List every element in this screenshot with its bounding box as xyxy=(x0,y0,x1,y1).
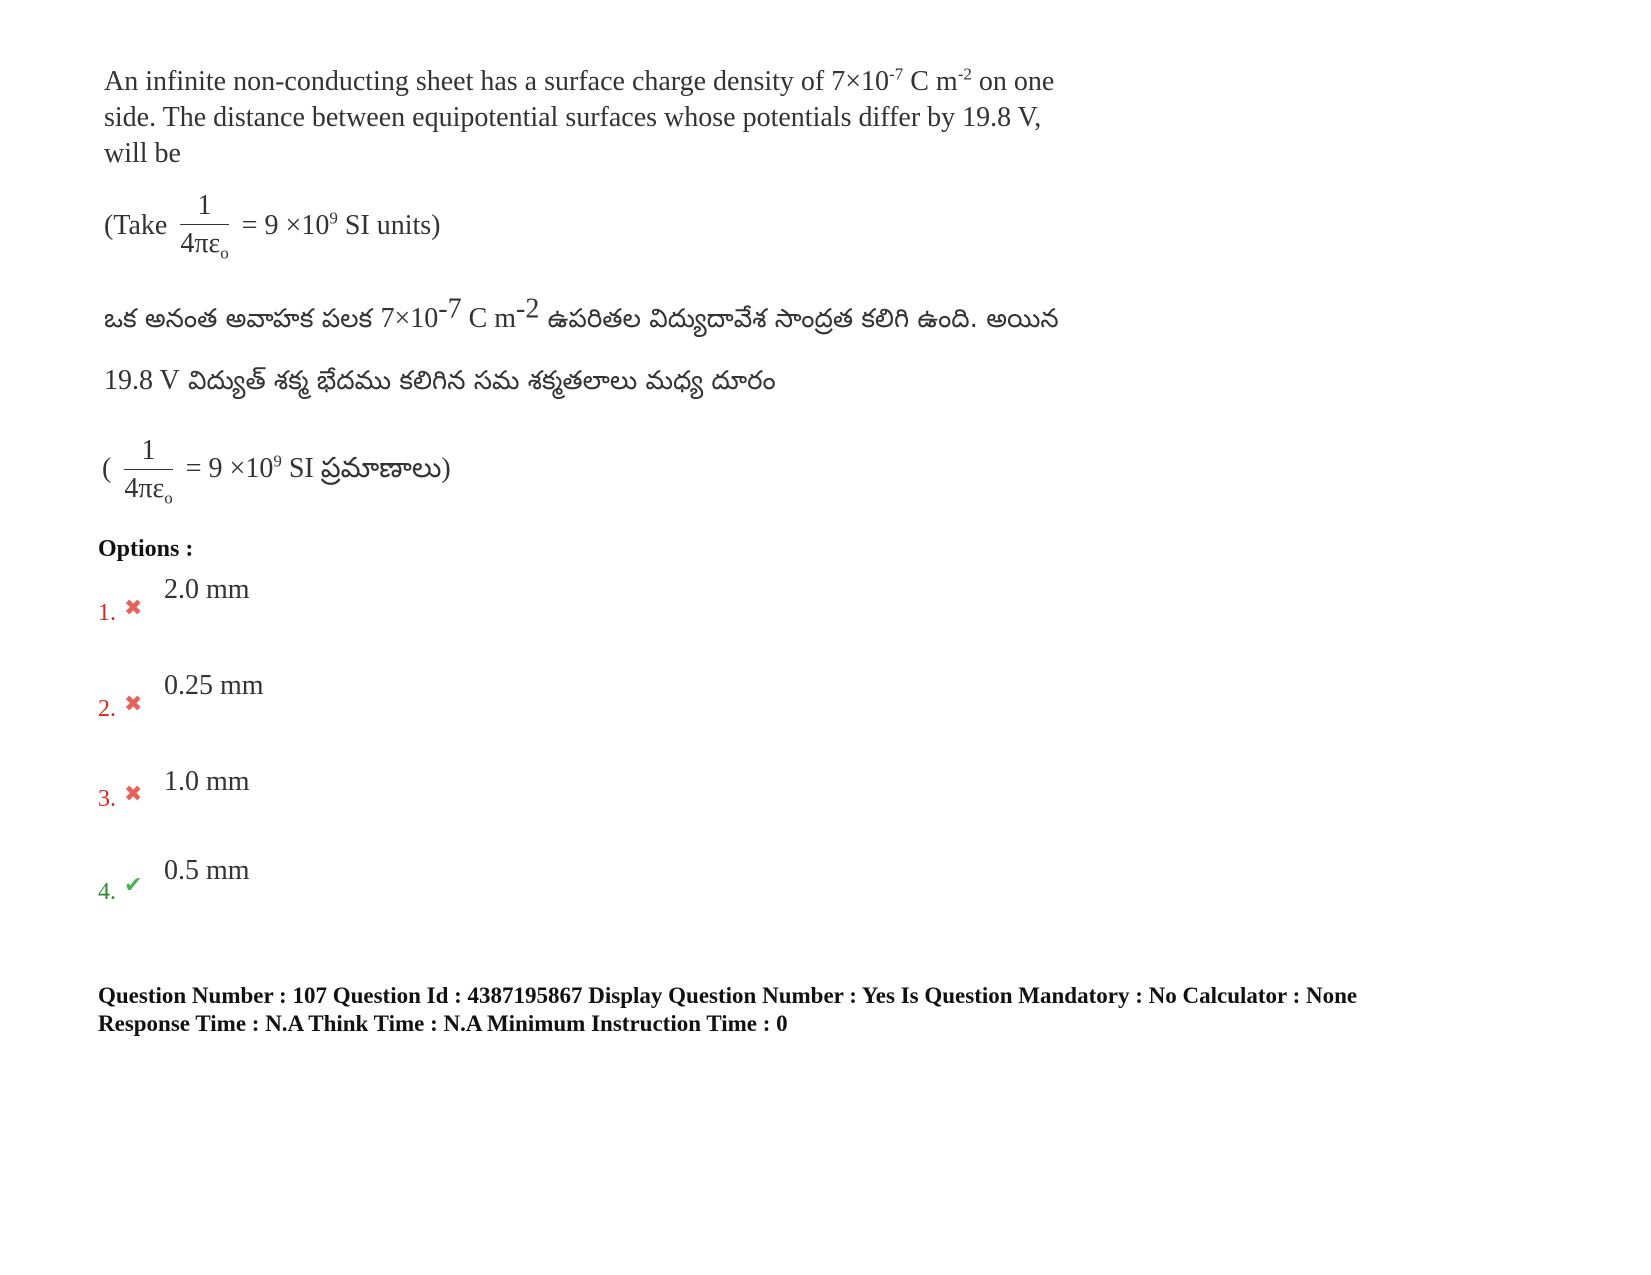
question-text-english: An infinite non-conducting sheet has a surface charge density of $7\times 10^{-7}$ C $m^{-2}$ on one side. The distance between equipotential surfaces whose potentials differ by 19.8 V, will be xyxy=(104,64,1055,169)
option-2 xyxy=(98,670,498,730)
option-1 xyxy=(98,574,498,634)
option-4 xyxy=(98,855,498,915)
cross-icon: ✖ xyxy=(124,782,143,807)
question-text-telugu-line1: ఒక అనంత అవాహక పలక 7×10-7 C m-2 ఉపరితల విద్యుదావేశ సాంద్రత కలిగి ఉంది. అయిన xyxy=(104,293,1059,334)
checkmark-icon: ✔ xyxy=(124,873,143,898)
question-text-telugu-line2: 19.8 V విద్యుత్ శక్మ భేదము కలిగిన సమ శక్మతలాలు మధ్య దూరం xyxy=(104,365,776,396)
given-constant-english: (Take $\frac{1}{4\pi\varepsilon_o}$ = $9 \times 10^9$ SI units) xyxy=(104,190,441,263)
given-constant-telugu: ( $\frac{1}{4\pi\varepsilon_o}$ = $9 \times 10^9$ SI ప్రమాణాలు) xyxy=(102,435,451,508)
question-metadata: Question Number : 107 Question Id : 4387195867 Display Question Number : Yes Is Question Mandatory : No Calculator : None Response Time : N.A Think Time : N.A Minimum Instruction Time : 0 xyxy=(98,983,1358,1036)
cross-icon: ✖ xyxy=(124,596,143,621)
options-heading: Options : xyxy=(98,536,194,562)
cross-icon: ✖ xyxy=(124,692,143,717)
option-value: 1.0 mm xyxy=(164,766,250,797)
fraction: $\frac{1}{4\pi\varepsilon_o}$ xyxy=(180,190,229,263)
option-value: 0.5 mm xyxy=(164,855,250,886)
option-number: 4. xyxy=(98,879,116,905)
option-number: 2. xyxy=(98,696,116,722)
fraction: $\frac{1}{4\pi\varepsilon_o}$ xyxy=(124,435,173,508)
option-3 xyxy=(98,766,498,826)
option-value: 2.0 mm xyxy=(164,574,250,605)
option-number: 1. xyxy=(98,600,116,626)
option-number: 3. xyxy=(98,786,116,812)
option-value: 0.25 mm xyxy=(164,670,264,701)
